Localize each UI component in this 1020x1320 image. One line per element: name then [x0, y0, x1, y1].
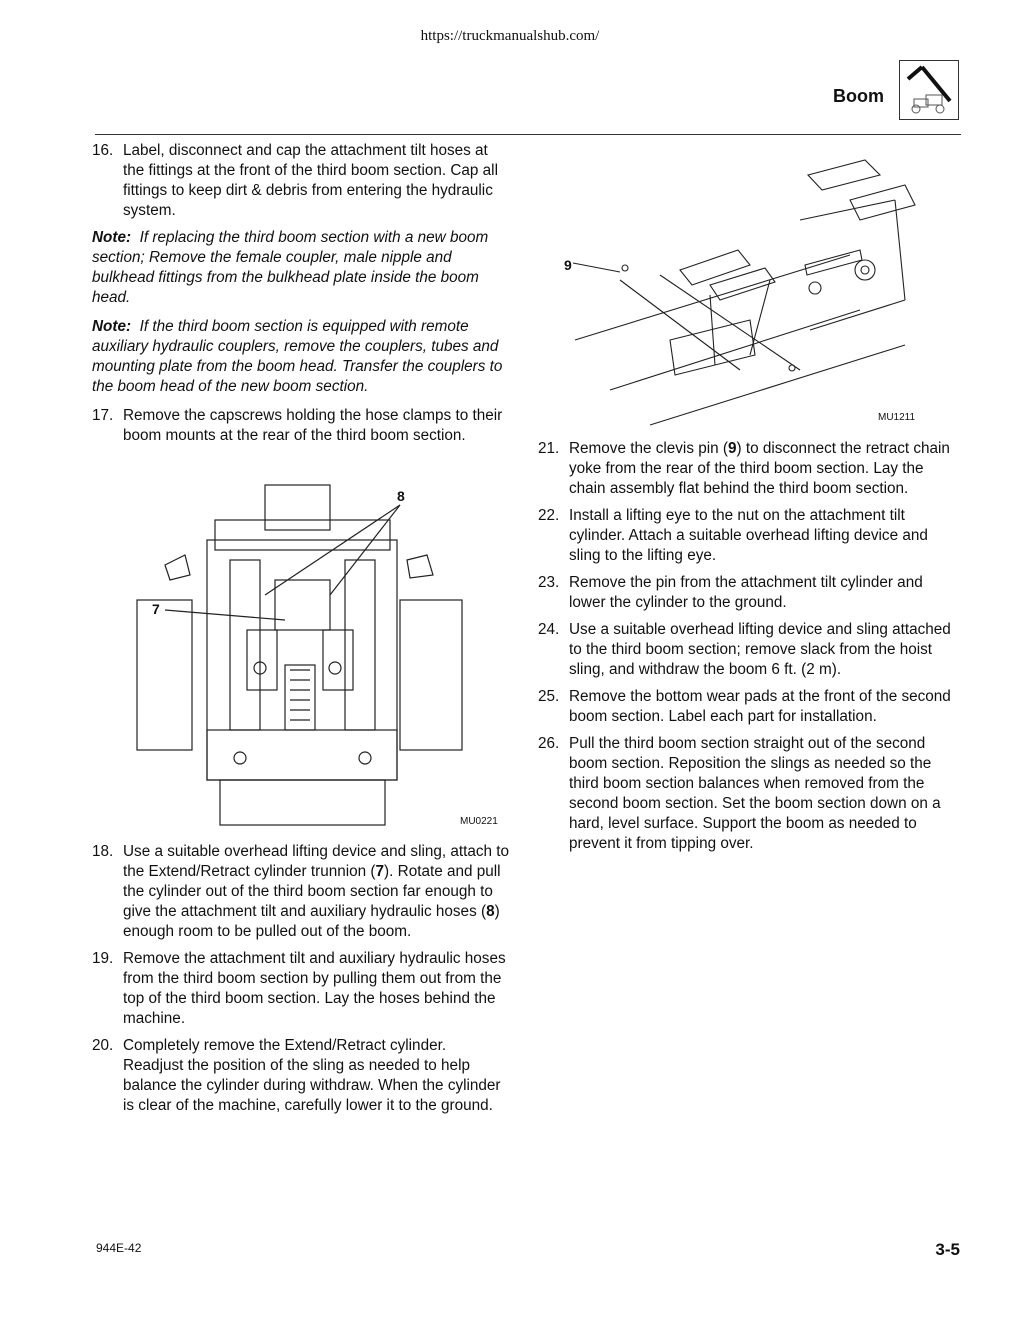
note-remote-couplers: Note: If the third boom section is equipped with remote auxiliary hydraulic couplers, remove the couplers, tubes and mounting plate from the boom head. Transfer the couplers to the boom head of the new boom section. — [92, 318, 503, 395]
header-divider — [95, 134, 961, 135]
callout-8: 8 — [397, 488, 405, 504]
left-column-lower — [92, 842, 510, 1123]
page-number: 3-5 — [935, 1240, 960, 1259]
source-url[interactable]: https://truckmanualshub.com/ — [420, 28, 600, 44]
left-column — [92, 141, 510, 453]
footer-model: 944E-42 — [96, 1241, 142, 1255]
step-23: 23. Remove the pin from the attachment tilt cylinder and lower the cylinder to the ground. — [538, 574, 923, 611]
step-22: 22. Install a lifting eye to the nut on the attachment tilt cylinder. Attach a suitable overhead lifting device and sling to the lifting eye. — [538, 507, 928, 564]
step-26: 26. Pull the third boom section straight out of the second boom section. Reposition the slings as needed so the third boom section balances when removed from the second boom section. Set the boom section down on a hard, level surface. Support the boom as needed to prevent it from tipping over. — [538, 735, 941, 852]
figure-id-mu0221: MU0221 — [460, 816, 498, 827]
figure-id-mu1211: MU1211 — [878, 412, 916, 423]
figure-chain-yoke — [560, 150, 930, 430]
step-24: 24. Use a suitable overhead lifting device and sling attached to the third boom section; remove slack from the hoist sling, and withdraw the boom 6 ft. (2 m). — [538, 621, 951, 678]
right-column — [538, 439, 958, 861]
section-title: Boom — [833, 86, 884, 106]
step-16: 16. Label, disconnect and cap the attachment tilt hoses at the fittings at the front of the third boom section. Cap all fittings to keep dirt & debris from entering the hydraulic system. — [92, 142, 498, 219]
step-17: 17. Remove the capscrews holding the hose clamps to their boom mounts at the rear of the third boom section. — [92, 407, 503, 444]
telehandler-boom-icon — [899, 60, 959, 120]
step-19: 19. Remove the attachment tilt and auxiliary hydraulic hoses from the third boom section by pulling them out from the top of the third boom section. Lay the hoses behind the machine. — [92, 950, 506, 1027]
step-20: 20. Completely remove the Extend/Retract cylinder. Readjust the position of the sling as needed to help balance the cylinder during withdraw. When the cylinder is clear of the machine, carefully lower it to the ground. — [92, 1037, 501, 1114]
step-25: 25. Remove the bottom wear pads at the front of the second boom section. Label each part for installation. — [538, 688, 951, 725]
figure-boom-rear — [135, 480, 505, 832]
callout-7: 7 — [152, 601, 160, 617]
note-replacing-boom: Note: If replacing the third boom section with a new boom section; Remove the female coupler, male nipple and bulkhead fittings from the bulkhead plate inside the boom head. — [92, 229, 489, 306]
step-18: 18. Use a suitable overhead lifting device and sling, attach to the Extend/Retract cylinder trunnion (7). Rotate and pull the cylinder out of the third boom section far enough to give the attachment tilt and auxiliary hydraulic hoses (8) enough room to be pulled out of the boom. — [92, 843, 510, 940]
callout-9: 9 — [564, 257, 572, 273]
step-21: 21. Remove the clevis pin (9) to disconnect the retract chain yoke from the rear of the third boom section. Lay the chain assembly flat behind the third boom section. — [538, 440, 950, 497]
